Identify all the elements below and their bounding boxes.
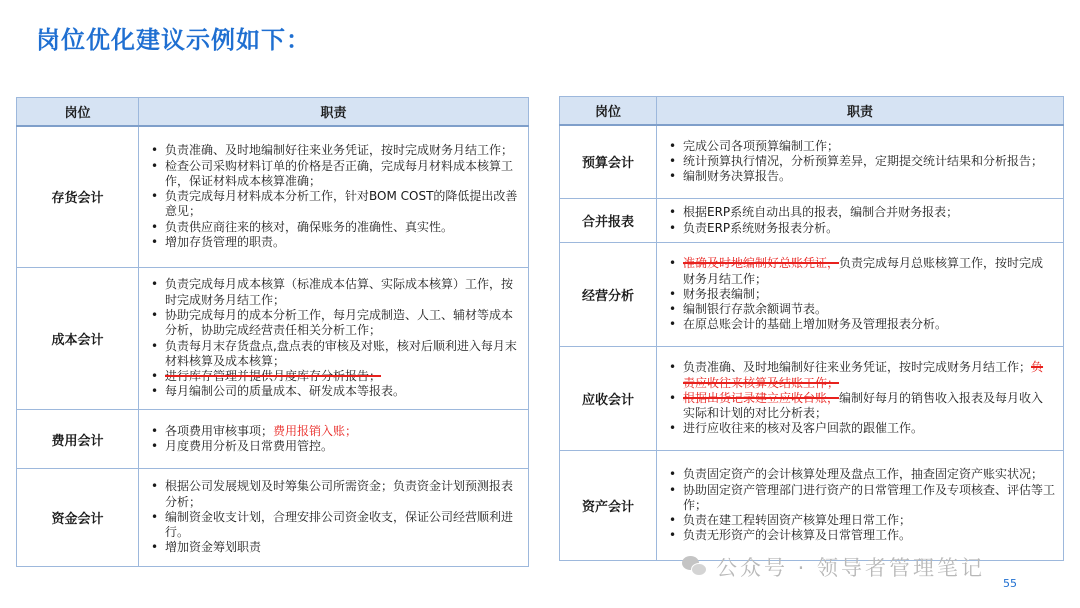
role-cell: 资产会计 <box>560 451 657 561</box>
duties-cell <box>657 125 1064 199</box>
watermark <box>682 552 985 582</box>
header-duties: 职责 <box>657 97 1064 125</box>
list-item: • 编制资金收支计划，合理安排公司资金收支，保证公司经营顺利进行。 <box>147 510 520 541</box>
list-item: • 负责无形资产的会计核算及日常管理工作。 <box>665 528 1055 543</box>
role-cell: 合并报表 <box>560 199 657 243</box>
duty-list <box>147 479 520 555</box>
duty-list <box>147 143 520 250</box>
wechat-icon <box>682 556 708 578</box>
duty-text-segment: 费用报销入账； <box>273 423 358 438</box>
list-item: • 编制银行存款余额调节表。 <box>665 302 1055 317</box>
duty-list <box>665 467 1055 543</box>
page-title: 岗位优化建议示例如下： <box>36 26 311 54</box>
table-row <box>560 347 1064 451</box>
list-item <box>147 424 520 439</box>
table-header-row <box>17 98 529 126</box>
table-row <box>17 268 529 410</box>
duties-cell <box>657 347 1064 451</box>
header-role: 岗位 <box>17 98 139 126</box>
list-item: • 负责ERP系统财务报表分析。 <box>665 221 1055 236</box>
header-duties: 职责 <box>139 98 529 126</box>
duty-list <box>147 424 520 455</box>
role-cell: 经营分析 <box>560 243 657 347</box>
list-item <box>665 391 1055 422</box>
list-item: • 完成公司各项预算编制工作； <box>665 139 1055 154</box>
duties-cell <box>139 126 529 268</box>
list-item: • 协助固定资产管理部门进行资产的日常管理工作及专项核查、评估等工作； <box>665 483 1055 514</box>
duties-cell <box>139 469 529 567</box>
list-item: • 财务报表编制； <box>665 287 1055 302</box>
duty-text-segment: 准确及时地编制好总账凭证， <box>683 256 840 271</box>
role-cell: 成本会计 <box>17 268 139 410</box>
list-item: • 负责每月末存货盘点,盘点表的审核及对账，核对后顺利进入每月末材料核算及成本核算； <box>147 339 520 370</box>
list-item: • 负责供应商往来的核对，确保账务的准确性、真实性。 <box>147 220 520 235</box>
list-item: • 根据公司发展规划及时筹集公司所需资金；负责资金计划预测报表分析； <box>147 479 520 510</box>
duty-text-segment: 编制好每月的销售收入报表及每月收入实际和计划的对比分析表； <box>683 390 1044 421</box>
list-item: • 协助完成每月的成本分析工作，每月完成制造、人工、辅材等成本分析，协助完成经营责任相关分析工作； <box>147 308 520 339</box>
table-row <box>17 126 529 268</box>
list-item <box>665 256 1055 287</box>
list-item: • 检查公司采购材料订单的价格是否正确，完成每月材料成本核算工作，保证材料成本核算准确； <box>147 159 520 190</box>
duty-list <box>665 205 1055 236</box>
left-duty-table <box>16 97 529 567</box>
page-number: 55 <box>1003 577 1017 590</box>
list-item: • 增加存货管理的职责。 <box>147 235 520 250</box>
duties-cell <box>657 451 1064 561</box>
list-item: • 根据ERP系统自动出具的报表，编制合并财务报表； <box>665 205 1055 220</box>
list-item: • 负责完成每月成本核算（标准成本估算、实际成本核算）工作，按时完成财务月结工作； <box>147 277 520 308</box>
duties-cell <box>657 243 1064 347</box>
duty-text-segment: 负责准确、及时地编制好往来业务凭证，按时完成财务月结工作； <box>683 360 1032 375</box>
duties-cell <box>139 268 529 410</box>
list-item: • 编制财务决算报告。 <box>665 169 1055 184</box>
table-header-row <box>560 97 1064 125</box>
header-role: 岗位 <box>560 97 657 125</box>
duty-list <box>665 139 1055 185</box>
duty-text-segment: 各项费用审核事项； <box>165 423 274 438</box>
list-item: • 负责固定资产的会计核算处理及盘点工作，抽查固定资产账实状况； <box>665 467 1055 482</box>
duty-list <box>665 256 1055 332</box>
table-row <box>560 451 1064 561</box>
duty-text-segment: 根据出货记录建立应收台账， <box>683 390 840 405</box>
list-item <box>665 360 1055 391</box>
duties-cell <box>139 410 529 469</box>
list-item: • 统计预算执行情况，分析预算差异，定期提交统计结果和分析报告； <box>665 154 1055 169</box>
list-item: • 负责完成每月材料成本分析工作，针对BOM COST的降低提出改善意见； <box>147 189 520 220</box>
table-row <box>560 243 1064 347</box>
duty-text-segment: 负责应收往来核算及结账工作； <box>683 360 1044 390</box>
list-item: • 进行应收往来的核对及客户回款的跟催工作。 <box>665 421 1055 436</box>
list-item: • 负责准确、及时地编制好往来业务凭证，按时完成财务月结工作； <box>147 143 520 158</box>
watermark-text: 公众号 · 领导者管理笔记 <box>716 556 986 580</box>
table-row <box>17 410 529 469</box>
table-row <box>560 199 1064 243</box>
right-duty-table <box>559 96 1064 561</box>
list-item: • 进行库存管理并提供月度库存分析报告； <box>147 369 520 384</box>
list-item: • 每月编制公司的质量成本、研发成本等报表。 <box>147 384 520 399</box>
duty-list <box>665 360 1055 436</box>
role-cell: 预算会计 <box>560 125 657 199</box>
duty-list <box>147 277 520 399</box>
role-cell: 存货会计 <box>17 126 139 268</box>
table-row <box>17 469 529 567</box>
list-item: • 增加资金筹划职责 <box>147 540 520 555</box>
table-row <box>560 125 1064 199</box>
duties-cell <box>657 199 1064 243</box>
role-cell: 费用会计 <box>17 410 139 469</box>
duty-text-segment: 负责完成每月总账核算工作，按时完成财务月结工作； <box>683 256 1044 286</box>
role-cell: 资金会计 <box>17 469 139 567</box>
list-item: • 负责在建工程转固资产核算处理日常工作； <box>665 513 1055 528</box>
list-item: • 在原总账会计的基础上增加财务及管理报表分析。 <box>665 317 1055 332</box>
role-cell: 应收会计 <box>560 347 657 451</box>
list-item: • 月度费用分析及日常费用管控。 <box>147 439 520 454</box>
